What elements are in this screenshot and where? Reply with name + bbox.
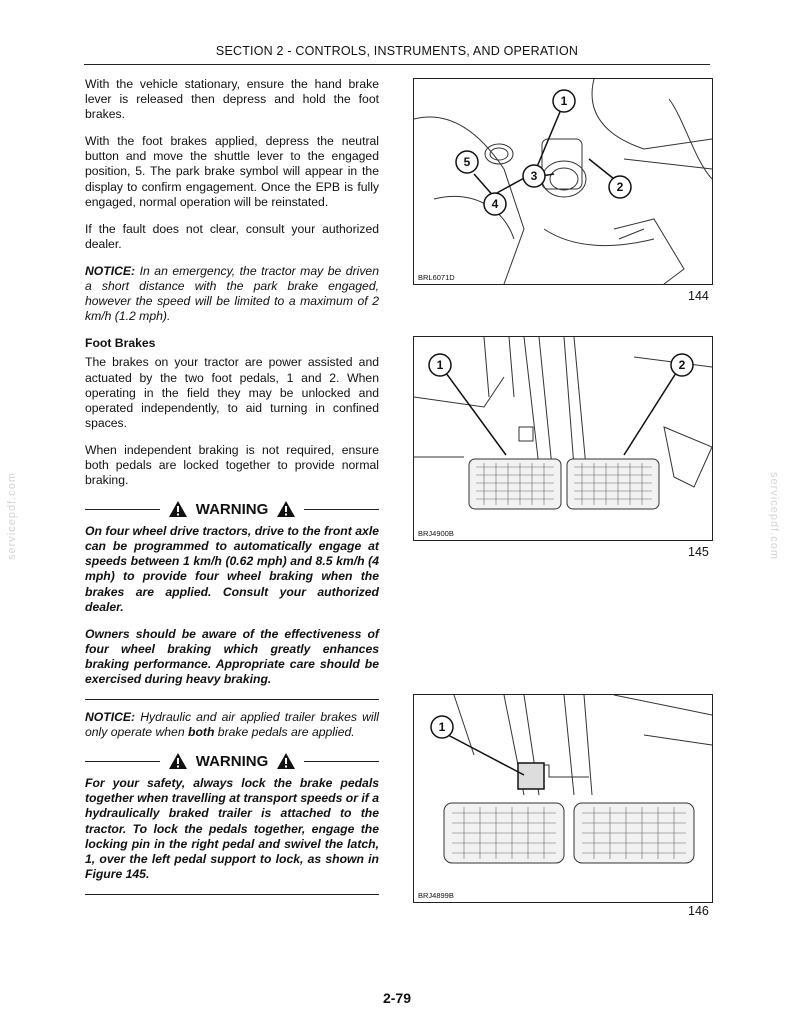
callout-4: 4 <box>491 197 499 211</box>
paragraph-4: The brakes on your tractor are power assisted and actuated by the two foot pedals, 1 and 2. When operating in the field they may be unlocked and operated independently, to aid turning in confined spaces. <box>85 355 379 430</box>
callout-1: 1 <box>560 94 568 108</box>
callout-2: 2 <box>678 358 686 372</box>
warning-triangle-icon <box>276 500 296 518</box>
paragraph-2: With the foot brakes applied, depress the neutral button and move the shuttle lever to the engaged position, 5. The park brake symbol will appear in the display to confirm engagement. Once the EPB is fully engaged, normal operation will be reinstated. <box>85 134 379 209</box>
figure-145 <box>413 336 713 541</box>
callout-1: 1 <box>436 358 444 372</box>
warning-triangle-icon <box>168 752 188 770</box>
notice-2-text-b: brake pedals are applied. <box>214 725 355 740</box>
warning-2-text: For your safety, always lock the brake pedals together when travelling at transport speeds or if a hydraulically braked trailer is attached to the tractor. To lock the pedals together, engage the locking pin in the right pedal and swivel the latch, 1, over the left pedal support to lock, as shown in Figure 145. <box>85 776 379 881</box>
warning-1-title: WARNING <box>195 500 269 518</box>
callout-3: 3 <box>530 169 538 183</box>
warning-triangle-icon <box>168 500 188 518</box>
callout-1: 1 <box>438 720 446 734</box>
notice-1-label: NOTICE: <box>85 263 136 278</box>
warning-2-title: WARNING <box>195 752 269 770</box>
notice-1 <box>85 264 379 324</box>
shuttle-lever-illustration <box>414 79 712 284</box>
text-column <box>85 77 379 905</box>
warning-rule-right <box>304 761 379 762</box>
notice-2 <box>85 710 379 740</box>
section-header: SECTION 2 - CONTROLS, INSTRUMENTS, AND OPERATION <box>215 44 579 58</box>
paragraph-5: When independent braking is not required, ensure both pedals are locked together to provide normal braking. <box>85 442 379 488</box>
watermark-right: servicepdf.com <box>767 472 780 560</box>
separator <box>85 699 379 700</box>
notice-2-bold: both <box>188 725 215 740</box>
locked-pedals-illustration <box>414 695 712 902</box>
figure-code: BRL6071D <box>418 273 455 282</box>
callout-2: 2 <box>616 180 624 194</box>
warning-rule-left <box>85 761 160 762</box>
figure-code: BRJ4900B <box>418 529 454 538</box>
watermark-left: servicepdf.com <box>5 472 18 560</box>
brake-pedals-illustration <box>414 337 712 540</box>
warning-2-heading <box>85 752 379 770</box>
warning-triangle-icon <box>276 752 296 770</box>
warning-1-heading <box>85 500 379 518</box>
separator <box>85 894 379 895</box>
figure-number: 144 <box>688 289 709 303</box>
notice-2-text-a: Hydraulic and air applied trailer brakes will only operate when <box>85 710 379 740</box>
warning-1-text-1: On four wheel drive tractors, drive to the front axle can be programmed to automatically engage at speeds between 1 km/h (0.62 mph) and 8.5 km/h (4 mph) to provide four wheel braking when the brakes are applied. Consult your authorized dealer. <box>85 524 379 614</box>
notice-1-text: In an emergency, the tractor may be driven a short distance with the park brake engaged, however the speed will be limited to a maximum of 2 km/h (1.2 mph). <box>85 263 379 324</box>
page-number: 2-79 <box>382 990 412 1006</box>
warning-rule-right <box>304 509 379 510</box>
header-rule <box>84 64 710 65</box>
figure-number: 146 <box>688 904 709 918</box>
notice-2-label: NOTICE: <box>85 710 136 725</box>
figure-code: BRJ4899B <box>418 891 454 900</box>
foot-brakes-heading: Foot Brakes <box>85 336 156 351</box>
callout-5: 5 <box>463 155 471 169</box>
figure-144 <box>413 78 713 285</box>
figure-number: 145 <box>688 545 709 559</box>
paragraph-1: With the vehicle stationary, ensure the hand brake lever is released then depress and hold the foot brakes. <box>85 77 379 122</box>
warning-1-text-2: Owners should be aware of the effectiveness of four wheel braking which greatly enhances braking performance. Appropriate care should be exercised during heavy braking. <box>85 626 379 686</box>
paragraph-3: If the fault does not clear, consult your authorized dealer. <box>85 221 379 251</box>
warning-rule-left <box>85 509 160 510</box>
figure-146 <box>413 694 713 903</box>
